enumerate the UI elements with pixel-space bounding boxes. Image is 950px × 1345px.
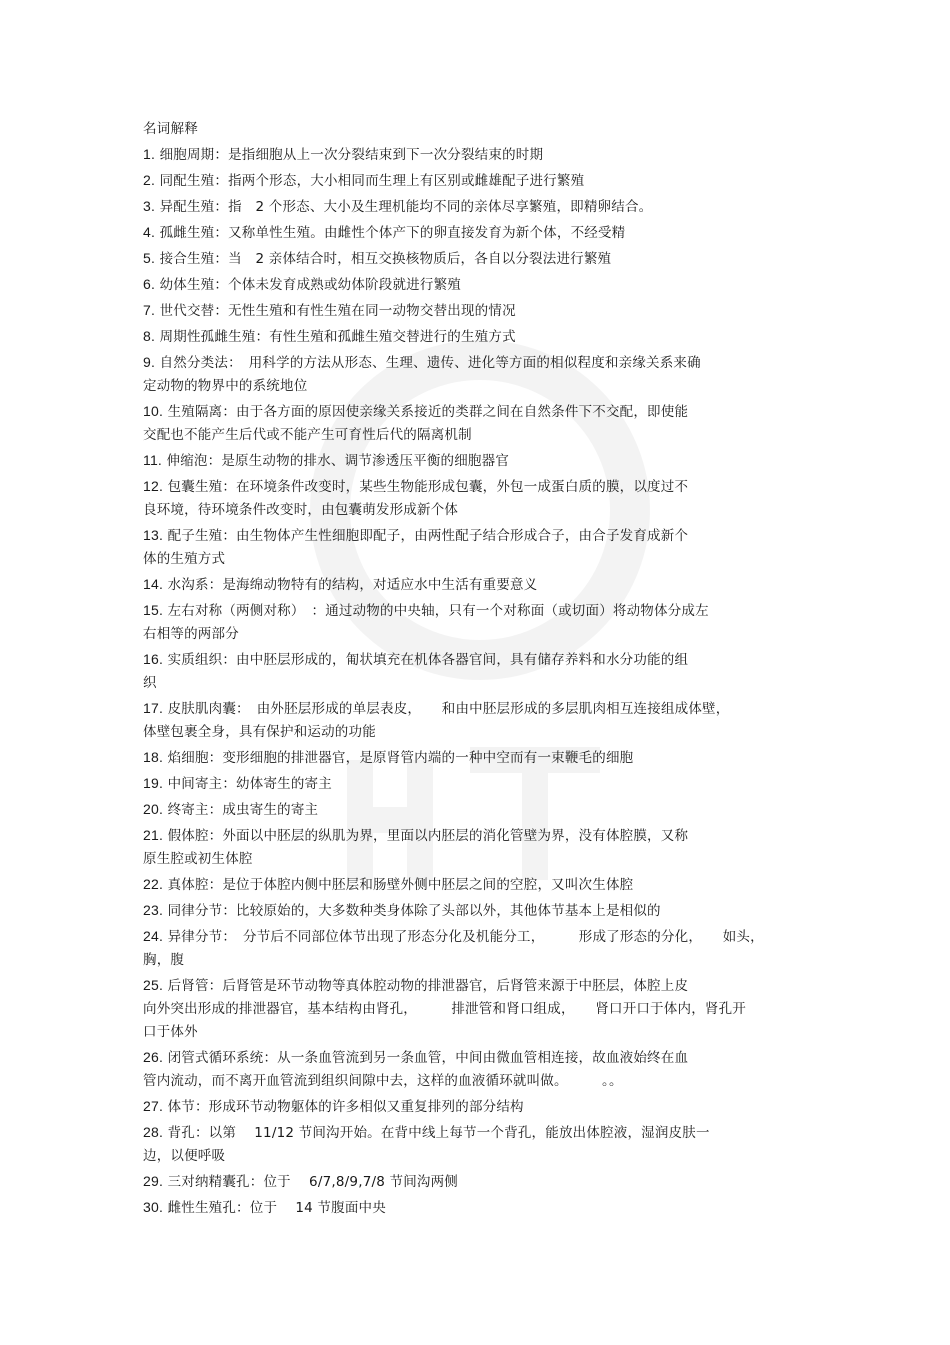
term-text: 同律分节：比较原始的，大多数种类身体除了头部以外，其他体节基本上是相似的 <box>167 903 661 919</box>
term-number: 9. <box>143 354 156 370</box>
document-page <box>143 118 823 1222</box>
term-text: 实质组织：由中胚层形成的，匍状填充在机体各器官间，具有储存养料和水分功能的组 <box>167 652 689 668</box>
term-list <box>143 143 823 1219</box>
term-entry-line <box>143 873 823 896</box>
term-entry-continuation <box>143 672 823 694</box>
term-entry-continuation <box>143 499 823 521</box>
term-text: 胸，腹 <box>143 952 185 968</box>
term-text: 生殖隔离：由于各方面的原因使亲缘关系接近的类群之间在自然条件下不交配，即使能 <box>167 404 689 420</box>
term-entry <box>143 524 823 570</box>
term-text: 自然分类法： 用科学的方法从形态、生理、遗传、进化等方面的相似程度和亲缘关系来确 <box>159 355 701 371</box>
term-entry-line <box>143 573 823 596</box>
term-entry-line <box>143 1170 823 1193</box>
term-number: 2. <box>143 172 156 188</box>
term-number: 6. <box>143 276 156 292</box>
term-entry-line <box>143 169 823 192</box>
term-entry-continuation <box>143 424 823 446</box>
term-entry <box>143 247 823 270</box>
term-text: 异配生殖：指 2 个形态、大小及生理机能均不同的亲体尽享繁殖，即精卵结合。 <box>159 199 653 215</box>
term-text: 中间寄主：幼体寄生的寄主 <box>167 776 332 792</box>
term-entry <box>143 697 823 743</box>
term-text: 口于体外 <box>143 1024 198 1040</box>
term-entry <box>143 974 823 1043</box>
term-text: 真体腔：是位于体腔内侧中胚层和肠壁外侧中胚层之间的空腔，又叫次生体腔 <box>167 877 634 893</box>
term-entry <box>143 1095 823 1118</box>
term-text: 周期性孤雌生殖：有性生殖和孤雌生殖交替进行的生殖方式 <box>159 329 516 345</box>
term-text: 细胞周期：是指细胞从上一次分裂结束到下一次分裂结束的时期 <box>159 147 544 163</box>
term-number: 12. <box>143 478 164 494</box>
term-number: 21. <box>143 827 164 843</box>
term-text: 良环境，待环境条件改变时，由包囊萌发形成新个体 <box>143 502 459 518</box>
term-entry-continuation <box>143 848 823 870</box>
term-entry-continuation <box>143 1021 823 1043</box>
term-entry-line <box>143 697 823 720</box>
term-text: 孤雌生殖：又称单性生殖。由雌性个体产下的卵直接发育为新个体，不经受精 <box>159 225 626 241</box>
term-entry-line <box>143 273 823 296</box>
term-text: 向外突出形成的排泄器官，基本结构由肾孔， 排泄管和肾口组成， 肾口开口于体内，肾孔开 <box>143 1001 746 1017</box>
term-text: 边，以便呼吸 <box>143 1148 226 1164</box>
term-entry <box>143 772 823 795</box>
term-number: 28. <box>143 1124 164 1140</box>
term-number: 25. <box>143 977 164 993</box>
term-entry-line <box>143 1196 823 1219</box>
term-number: 16. <box>143 651 164 667</box>
term-entry <box>143 648 823 694</box>
term-entry <box>143 873 823 896</box>
term-entry-line <box>143 648 823 671</box>
term-text: 配子生殖：由生物体产生性细胞即配子，由两性配子结合形成合子，由合子发育成新个 <box>167 528 689 544</box>
term-text: 幼体生殖：个体未发育成熟或幼体阶段就进行繁殖 <box>159 277 461 293</box>
term-entry-continuation <box>143 1145 823 1167</box>
term-text: 世代交替：无性生殖和有性生殖在同一动物交替出现的情况 <box>159 303 516 319</box>
term-entry <box>143 899 823 922</box>
term-text: 交配也不能产生后代或不能产生可育性后代的隔离机制 <box>143 427 472 443</box>
term-entry-line <box>143 824 823 847</box>
term-number: 5. <box>143 250 156 266</box>
term-text: 体节：形成环节动物躯体的许多相似又重复排列的部分结构 <box>167 1099 524 1115</box>
term-number: 15. <box>143 602 164 618</box>
term-entry <box>143 325 823 348</box>
term-entry <box>143 400 823 446</box>
term-number: 29. <box>143 1173 164 1189</box>
term-number: 23. <box>143 902 164 918</box>
term-entry <box>143 169 823 192</box>
term-entry <box>143 143 823 166</box>
term-text: 背孔：以第 11/12 节间沟开始。在背中线上每节一个背孔，能放出体腔液，湿润皮肤一 <box>167 1125 710 1141</box>
term-text: 异律分节： 分节后不同部位体节出现了形态分化及机能分工， 形成了形态的分化， 如头， <box>167 929 764 945</box>
term-entry-line <box>143 143 823 166</box>
term-entry-line <box>143 925 823 948</box>
term-number: 13. <box>143 527 164 543</box>
term-entry <box>143 299 823 322</box>
term-entry-line <box>143 351 823 374</box>
term-number: 19. <box>143 775 164 791</box>
term-text: 焰细胞：变形细胞的排泄器官，是原肾管内端的一种中空而有一束鞭毛的细胞 <box>167 750 634 766</box>
term-text: 接合生殖：当 2 亲体结合时，相互交换核物质后，各自以分裂法进行繁殖 <box>159 251 612 267</box>
term-number: 8. <box>143 328 156 344</box>
term-number: 20. <box>143 801 164 817</box>
term-text: 终寄主：成虫寄生的寄主 <box>167 802 319 818</box>
term-number: 14. <box>143 576 164 592</box>
term-text: 体的生殖方式 <box>143 551 226 567</box>
document-title: 名词解释 <box>143 121 199 137</box>
term-entry-line <box>143 247 823 270</box>
term-entry <box>143 273 823 296</box>
term-text: 三对纳精囊孔：位于 6/7,8/9,7/8 节间沟两侧 <box>167 1174 459 1190</box>
term-text: 水沟系：是海绵动物特有的结构，对适应水中生活有重要意义 <box>167 577 538 593</box>
term-entry-line <box>143 899 823 922</box>
term-text: 闭管式循环系统：从一条血管流到另一条血管，中间由微血管相连接，故血液始终在血 <box>167 1050 689 1066</box>
term-entry-line <box>143 449 823 472</box>
term-entry <box>143 746 823 769</box>
term-entry <box>143 1196 823 1219</box>
term-entry <box>143 1170 823 1193</box>
term-entry-continuation <box>143 623 823 645</box>
term-entry <box>143 475 823 521</box>
term-text: 左右对称（两侧对称） ：通过动物的中央轴，只有一个对称面（或切面）将动物体分成左 <box>167 603 709 619</box>
term-number: 30. <box>143 1199 164 1215</box>
term-entry <box>143 1046 823 1092</box>
term-entry-line <box>143 325 823 348</box>
term-entry-line <box>143 195 823 218</box>
term-entry <box>143 351 823 397</box>
term-text: 后肾管：后肾管是环节动物等真体腔动物的排泄器官，后肾管来源于中胚层，体腔上皮 <box>167 978 689 994</box>
term-number: 18. <box>143 749 164 765</box>
term-text: 体壁包裹全身，具有保护和运动的功能 <box>143 724 376 740</box>
term-number: 17. <box>143 700 164 716</box>
term-text: 雌性生殖孔：位于 14 节腹面中央 <box>167 1200 386 1216</box>
term-text: 右相等的两部分 <box>143 626 239 642</box>
term-entry <box>143 1121 823 1167</box>
term-entry-line <box>143 599 823 622</box>
term-entry-line <box>143 974 823 997</box>
term-entry-continuation <box>143 548 823 570</box>
term-number: 3. <box>143 198 156 214</box>
term-number: 24. <box>143 928 164 944</box>
term-number: 26. <box>143 1049 164 1065</box>
term-number: 1. <box>143 146 156 162</box>
term-text: 原生腔或初生体腔 <box>143 851 253 867</box>
term-text: 包囊生殖：在环境条件改变时，某些生物能形成包囊，外包一成蛋白质的膜，以度过不 <box>167 479 689 495</box>
term-entry-line <box>143 524 823 547</box>
term-entry <box>143 798 823 821</box>
term-text: 伸缩泡：是原生动物的排水、调节渗透压平衡的细胞器官 <box>166 453 510 469</box>
term-entry-line <box>143 221 823 244</box>
term-entry <box>143 599 823 645</box>
term-entry <box>143 925 823 971</box>
term-entry-line <box>143 475 823 498</box>
term-text: 皮肤肌肉囊： 由外胚层形成的单层表皮， 和由中胚层形成的多层肌肉相互连接组成体壁， <box>167 701 730 717</box>
term-entry-continuation <box>143 375 823 397</box>
term-entry-line <box>143 299 823 322</box>
term-text: 定动物的物界中的系统地位 <box>143 378 308 394</box>
term-entry-continuation <box>143 998 823 1020</box>
term-number: 7. <box>143 302 156 318</box>
term-entry <box>143 195 823 218</box>
term-text: 同配生殖：指两个形态，大小相同而生理上有区别或雌雄配子进行繁殖 <box>159 173 585 189</box>
term-entry-line <box>143 798 823 821</box>
term-text: 织 <box>143 675 157 691</box>
term-entry-line <box>143 1095 823 1118</box>
term-entry-line <box>143 746 823 769</box>
term-number: 22. <box>143 876 164 892</box>
term-entry-continuation <box>143 1070 823 1092</box>
term-entry-continuation <box>143 949 823 971</box>
term-entry-line <box>143 1046 823 1069</box>
term-entry <box>143 824 823 870</box>
term-entry <box>143 573 823 596</box>
term-text: 管内流动，而不离开血管流到组织间隙中去，这样的血液循环就叫做。 。。 <box>143 1073 623 1089</box>
term-number: 10. <box>143 403 164 419</box>
term-entry-line <box>143 400 823 423</box>
term-number: 11. <box>143 452 163 468</box>
term-entry <box>143 449 823 472</box>
term-text: 假体腔：外面以中胚层的纵肌为界，里面以内胚层的消化管壁为界，没有体腔膜，又称 <box>167 828 689 844</box>
term-entry <box>143 221 823 244</box>
term-entry-line <box>143 772 823 795</box>
term-entry-continuation <box>143 721 823 743</box>
term-number: 27. <box>143 1098 164 1114</box>
term-number: 4. <box>143 224 156 240</box>
term-entry-line <box>143 1121 823 1144</box>
